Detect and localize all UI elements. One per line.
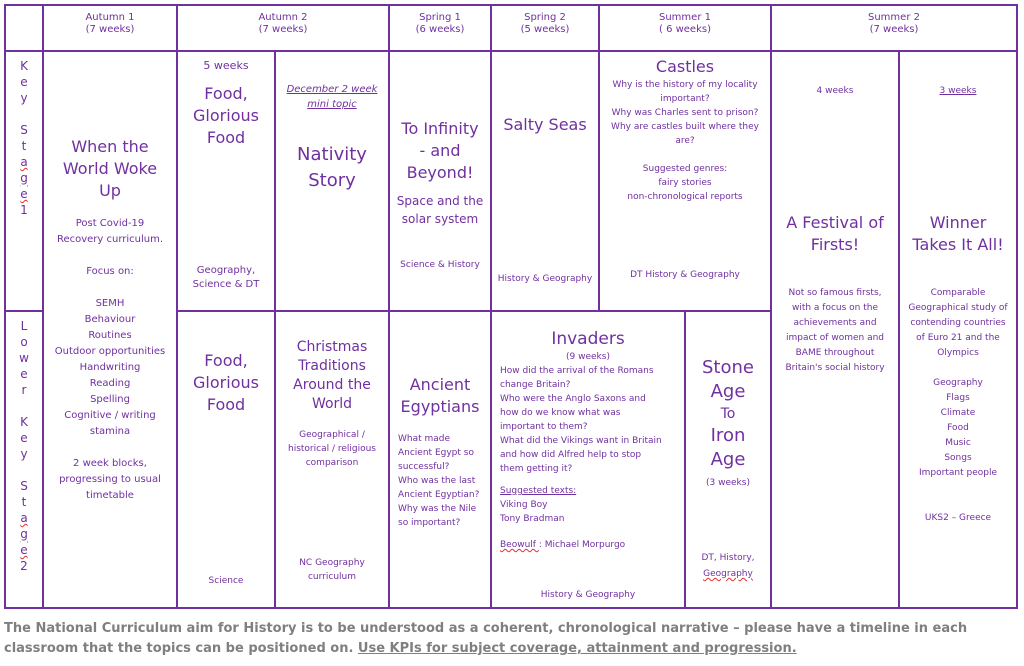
stage-letter: t bbox=[21, 139, 27, 153]
term-name: Spring 2 bbox=[524, 12, 566, 23]
stage-letter-gap bbox=[6, 398, 42, 414]
stage-letter: S bbox=[20, 479, 28, 493]
topic-subtitle: Geographical / historical / religious comparison bbox=[288, 430, 377, 468]
detail-line: impact of women and bbox=[785, 333, 885, 343]
topic-questions bbox=[390, 432, 490, 530]
topic-title bbox=[686, 356, 770, 472]
text-author: : Michael Morpurgo bbox=[538, 540, 626, 550]
stage-letter-gap bbox=[6, 462, 42, 478]
stage-letter: 1 bbox=[20, 203, 28, 217]
topic-title: To Infinity - and Beyond! bbox=[401, 119, 479, 182]
detail-line: Behaviour bbox=[84, 314, 136, 325]
lks2-topic-christmas-traditions bbox=[274, 310, 390, 609]
term-duration: ( 6 weeks) bbox=[658, 24, 711, 35]
stage-letter: a bbox=[20, 511, 28, 525]
detail-line: SEMH bbox=[95, 298, 125, 309]
detail-line: Post Covid-19 bbox=[75, 218, 145, 229]
detail-line: Recovery curriculum. bbox=[56, 234, 164, 245]
title-line: Age bbox=[710, 381, 746, 402]
topic-weeks: 4 weeks bbox=[816, 86, 854, 96]
question-line: important to them? bbox=[500, 422, 588, 432]
lks2-topic-invaders bbox=[490, 310, 686, 609]
question-line: so important? bbox=[398, 518, 461, 528]
question-line: How did the arrival of the Romans bbox=[500, 366, 654, 376]
ks1-topic-to-infinity bbox=[388, 50, 492, 312]
detail-line: progressing to usual bbox=[59, 474, 161, 485]
stage-letter: g bbox=[20, 171, 28, 185]
detail-gap bbox=[48, 248, 172, 264]
topic-winner-takes-it-all bbox=[898, 50, 1018, 609]
stage-label-ks1 bbox=[4, 50, 44, 312]
topic-title: Christmas Traditions Around the World bbox=[293, 339, 371, 412]
question-line: them getting it? bbox=[500, 464, 573, 474]
stage-letter: e bbox=[20, 543, 28, 557]
topic-questions bbox=[492, 364, 684, 476]
topic-title: When the World Woke Up bbox=[62, 137, 158, 200]
stage-letter: K bbox=[20, 415, 28, 429]
detail-line: Focus on: bbox=[86, 266, 134, 277]
stage-label-lks2 bbox=[4, 310, 44, 609]
detail-gap bbox=[48, 280, 172, 296]
question-line: Why was the Nile bbox=[398, 504, 477, 514]
topic-festival-of-firsts bbox=[770, 50, 900, 609]
detail-line: Spelling bbox=[90, 394, 130, 405]
question-line: Who were the Anglo Saxons and bbox=[500, 394, 646, 404]
title-line: Age bbox=[710, 449, 746, 470]
term-name: Autumn 2 bbox=[258, 12, 308, 23]
stage-letter: K bbox=[20, 59, 28, 73]
detail-gap bbox=[902, 481, 1014, 496]
topic-title: Food, Glorious Food bbox=[193, 351, 259, 414]
title-line: Stone bbox=[702, 357, 754, 378]
topic-title: A Festival of Firsts! bbox=[786, 213, 884, 254]
term-duration: (6 weeks) bbox=[415, 24, 465, 35]
question-line: Who was the last bbox=[398, 476, 476, 486]
text-item: Tony Bradman bbox=[500, 514, 565, 524]
stage-letter: o bbox=[20, 335, 28, 349]
text-title: Beowulf bbox=[500, 540, 539, 550]
topic-details bbox=[44, 216, 176, 504]
detail-line: Comparable bbox=[930, 288, 986, 298]
topic-subjects: Science & History bbox=[400, 260, 480, 270]
ks1-topic-nativity-story bbox=[274, 50, 390, 312]
text-item: Viking Boy bbox=[500, 500, 548, 510]
detail-line: Climate bbox=[940, 408, 976, 418]
question-line: Ancient Egypt so bbox=[398, 448, 474, 458]
stage-letter: y bbox=[20, 91, 28, 105]
term-duration: (7 weeks) bbox=[258, 24, 308, 35]
question-line: Why is the history of my locality important? bbox=[612, 80, 758, 104]
ks1-topic-food-glorious-food bbox=[176, 50, 276, 312]
question-line: and how did Alfred help to stop bbox=[500, 450, 642, 460]
term-name: Spring 1 bbox=[419, 12, 461, 23]
question-line: Why was Charles sent to prison? bbox=[611, 108, 759, 118]
stage-letter: S bbox=[20, 123, 28, 137]
stage-letter: y bbox=[20, 447, 28, 461]
term-name: Summer 2 bbox=[868, 12, 920, 23]
detail-gap bbox=[902, 361, 1014, 376]
detail-line: Geography bbox=[933, 378, 983, 388]
question-line: Why are castles built where they are? bbox=[611, 122, 759, 146]
header-summer1 bbox=[598, 4, 772, 52]
detail-line: timetable bbox=[86, 490, 134, 501]
stage-letter: e bbox=[20, 367, 28, 381]
detail-line: Geographical study of bbox=[908, 303, 1008, 313]
topic-subjects: Geography, Science & DT bbox=[192, 265, 260, 290]
topic-weeks: (9 weeks) bbox=[566, 352, 610, 362]
text-item-beowulf bbox=[492, 538, 684, 552]
topic-title: Winner Takes It All! bbox=[912, 213, 1004, 254]
title-line: To bbox=[720, 406, 736, 422]
topic-title: Invaders bbox=[551, 329, 625, 349]
topic-details bbox=[900, 286, 1016, 526]
question-line: What did the Vikings want in Britain bbox=[500, 436, 662, 446]
topic-subtitle: Space and the solar system bbox=[396, 194, 484, 226]
header-autumn1 bbox=[42, 4, 178, 52]
stage-letter: e bbox=[20, 431, 28, 445]
footer-text: The National Curriculum aim for History is to be understood as a coherent, chronological narrative – please have a timeline in each classroom that the topics can be positioned on. bbox=[4, 621, 968, 656]
detail-line: achievements and bbox=[793, 318, 877, 328]
subject-line: DT, History, bbox=[701, 553, 755, 563]
lks2-topic-food-glorious-food bbox=[176, 310, 276, 609]
stage-letter: e bbox=[20, 75, 28, 89]
detail-line: Not so famous firsts, bbox=[788, 288, 882, 298]
weeks-text: 3 weeks bbox=[939, 86, 977, 96]
detail-line: Routines bbox=[88, 330, 132, 341]
topic-weeks: 5 weeks bbox=[203, 59, 249, 72]
detail-line: BAME throughout bbox=[795, 348, 875, 358]
subject-line: Geography bbox=[703, 569, 753, 579]
term-duration: (7 weeks) bbox=[85, 24, 135, 35]
term-name: Autumn 1 bbox=[85, 12, 135, 23]
genre-item: non-chronological reports bbox=[627, 192, 743, 202]
detail-line: with a focus on the bbox=[791, 303, 879, 313]
question-line: Ancient Egyptian? bbox=[398, 490, 480, 500]
detail-line: Songs bbox=[944, 453, 972, 463]
detail-line: stamina bbox=[89, 426, 131, 437]
detail-line: Food bbox=[947, 423, 969, 433]
stage-letter-gap bbox=[6, 106, 42, 122]
detail-line: UKS2 – Greece bbox=[924, 513, 992, 523]
topic-note bbox=[276, 82, 388, 112]
topic-subjects: History & Geography bbox=[540, 590, 636, 600]
stage-letter: a bbox=[20, 155, 28, 169]
detail-line: 2 week blocks, bbox=[73, 458, 147, 469]
detail-line: Outdoor opportunities bbox=[54, 346, 166, 357]
topic-subjects bbox=[686, 550, 770, 582]
topic-weeks bbox=[900, 84, 1016, 98]
detail-line: Handwriting bbox=[79, 362, 141, 373]
lks2-topic-stone-age bbox=[684, 310, 772, 609]
topic-texts bbox=[492, 484, 684, 526]
stage-letter: w bbox=[19, 351, 29, 365]
footer-note bbox=[4, 619, 1016, 659]
detail-line: contending countries bbox=[910, 318, 1006, 328]
texts-label: Suggested texts: bbox=[500, 486, 577, 496]
detail-line: Important people bbox=[919, 468, 997, 478]
topic-details bbox=[772, 286, 898, 376]
topic-genres bbox=[600, 162, 770, 204]
topic-title: Nativity Story bbox=[297, 144, 367, 191]
topic-title: Castles bbox=[655, 57, 715, 76]
topic-title: Ancient Egyptians bbox=[400, 375, 480, 416]
ks1-topic-salty-seas bbox=[490, 50, 600, 312]
stage-letter: L bbox=[20, 319, 28, 333]
topic-when-world-woke-up bbox=[42, 50, 178, 609]
stage-letter: r bbox=[21, 383, 27, 397]
stage-letter: e bbox=[20, 187, 28, 201]
ks1-topic-castles bbox=[598, 50, 772, 312]
topic-subjects: DT History & Geography bbox=[630, 270, 740, 280]
detail-line: of Euro 21 and the bbox=[916, 333, 1000, 343]
genre-item: fairy stories bbox=[658, 178, 712, 188]
topic-title: Food, Glorious Food bbox=[193, 84, 259, 147]
detail-line: Flags bbox=[946, 393, 970, 403]
header-spring1 bbox=[388, 4, 492, 52]
lks2-topic-ancient-egyptians bbox=[388, 310, 492, 609]
term-duration: (7 weeks) bbox=[869, 24, 919, 35]
header-summer2 bbox=[770, 4, 1018, 52]
topic-weeks: (3 weeks) bbox=[706, 478, 750, 488]
topic-questions bbox=[600, 78, 770, 148]
detail-line: Cognitive / writing bbox=[64, 410, 156, 421]
header-spring2 bbox=[490, 4, 600, 52]
question-line: change Britain? bbox=[500, 380, 571, 390]
topic-subjects: NC Geography curriculum bbox=[299, 558, 365, 582]
topic-subjects: History & Geography bbox=[497, 274, 593, 284]
note-text: December 2 week mini topic bbox=[286, 84, 378, 110]
question-line: What made bbox=[398, 434, 451, 444]
detail-line: Olympics bbox=[937, 348, 979, 358]
detail-gap bbox=[902, 496, 1014, 511]
stage-letter: g bbox=[20, 527, 28, 541]
detail-line: Britain's social history bbox=[785, 363, 885, 373]
stage-letter: t bbox=[21, 495, 27, 509]
title-line: Iron bbox=[710, 425, 746, 446]
question-line: successful? bbox=[398, 462, 450, 472]
footer-kpi-note: Use KPIs for subject coverage, attainment and progression. bbox=[357, 641, 797, 656]
topic-title: Salty Seas bbox=[503, 115, 587, 134]
detail-line: Reading bbox=[89, 378, 131, 389]
topic-subjects: Science bbox=[208, 576, 244, 586]
genres-label: Suggested genres: bbox=[642, 164, 728, 174]
term-duration: (5 weeks) bbox=[520, 24, 570, 35]
detail-line: Music bbox=[945, 438, 971, 448]
corner-cell bbox=[4, 4, 44, 52]
question-line: how do we know what was bbox=[500, 408, 621, 418]
detail-gap bbox=[48, 440, 172, 456]
term-name: Summer 1 bbox=[659, 12, 711, 23]
stage-letter: 2 bbox=[20, 559, 28, 573]
header-autumn2 bbox=[176, 4, 390, 52]
